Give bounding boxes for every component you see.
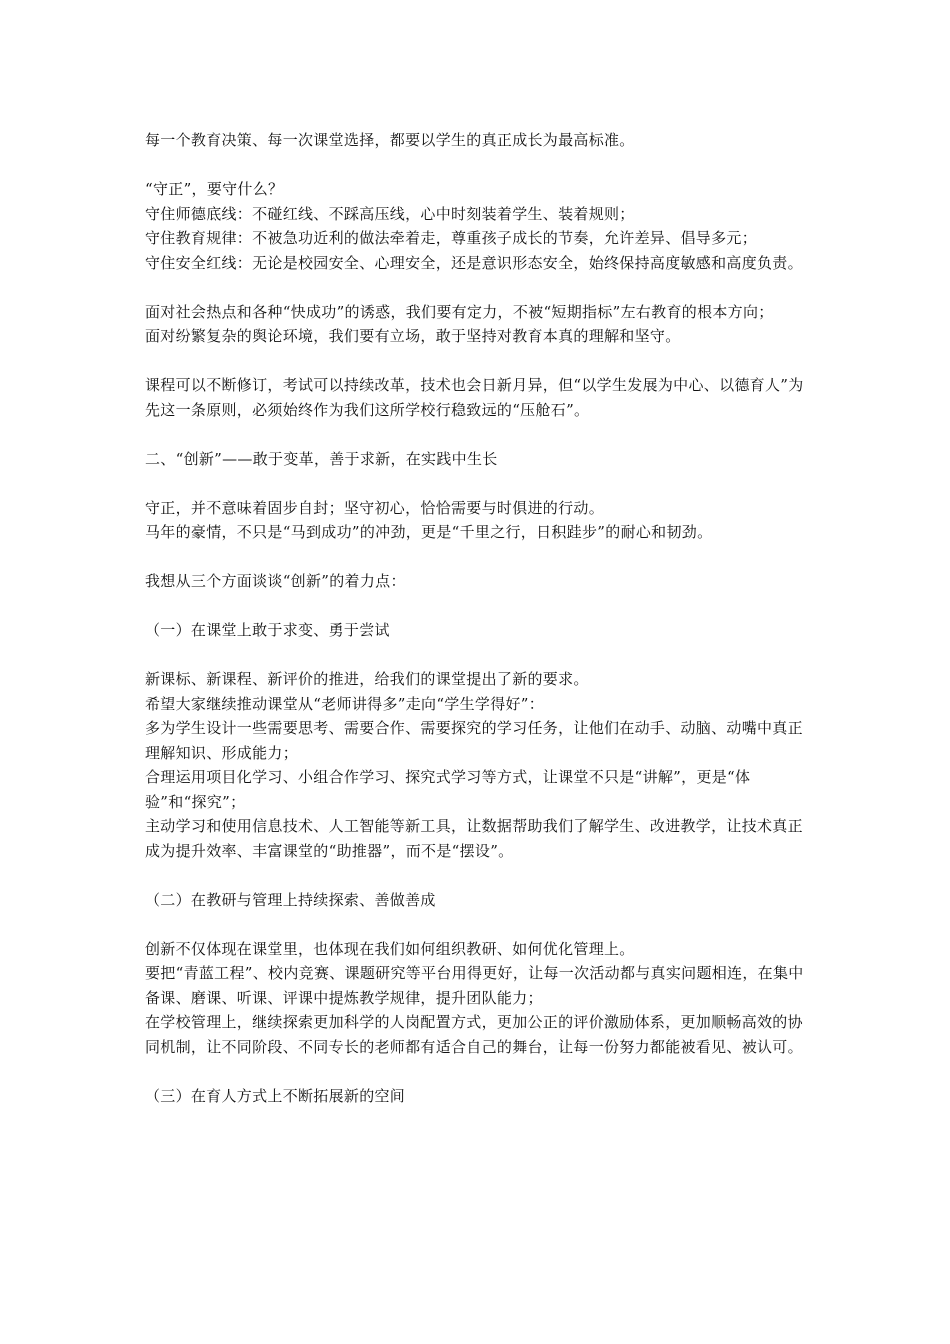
paragraph: 希望大家继续推动课堂从“老师讲得多”走向“学生学得好”：	[145, 694, 545, 713]
paragraph: 合理运用项目化学习、小组合作学习、探究式学习等方式，让课堂不只是“讲解”，更是“体验”和“探究”；	[145, 768, 751, 811]
paragraph-gap	[145, 349, 810, 374]
paragraph: 守住教育规律：不被急功近利的做法牵着走，尊重孩子成长的节奏，允许差异、倡导多元；	[145, 229, 758, 247]
subsection-heading: （二）在教研与管理上持续探索、善做善成	[145, 890, 436, 909]
paragraph-gap	[145, 643, 810, 668]
paragraph: 守正，并不意味着固步自封；坚守初心，恰恰需要与时俱进的行动。	[145, 498, 605, 517]
paragraph-gap	[145, 545, 810, 570]
paragraph-gap	[145, 594, 810, 619]
subsection-heading: （三）在育人方式上不断拓展新的空间	[145, 1086, 406, 1105]
paragraph-gap	[145, 153, 810, 178]
paragraph: 面对社会热点和各种“快成功”的诱惑，我们要有定力，不被“短期指标”左右教育的根本方向；	[145, 302, 774, 321]
paragraph-gap	[145, 471, 810, 496]
paragraph: 课程可以不断修订，考试可以持续改革，技术也会日新月异，但“以学生发展为中心、以德育人”为先这一条原则，必须始终作为我们这所学校行稳致远的“压舱石”。	[145, 376, 804, 419]
paragraph: 每一个教育决策、每一次课堂选择，都要以学生的真正成长为最高标准。	[145, 131, 635, 149]
section-heading: 二、“创新”——敢于变革，善于求新，在实践中生长	[145, 449, 498, 468]
paragraph: 在学校管理上，继续探索更加科学的人岗配置方式，更加公正的评价激励体系，更加顺畅高效的协同机制，让不同阶段、不同专长的老师都有适合自己的舞台，让每一份努力都能被看见、被认可。	[145, 1013, 803, 1056]
paragraph-gap	[145, 1059, 810, 1084]
paragraph: “守正”，要守什么？	[145, 180, 284, 198]
paragraph: 马年的豪情，不只是“马到成功”的冲劲，更是“千里之行，日积跬步”的耐心和韧劲。	[145, 523, 713, 541]
paragraph: 新课标、新课程、新评价的推进，给我们的课堂提出了新的要求。	[145, 670, 589, 688]
paragraph: 守住师德底线：不碰红线、不踩高压线，心中时刻装着学生、装着规则；	[145, 204, 635, 223]
paragraph: 要把“青蓝工程”、校内竞赛、课题研究等平台用得更好，让每一次活动都与真实问题相连，在集中备课、磨课、听课、评课中提炼教学规律，提升团队能力；	[145, 964, 804, 1007]
subsection-heading: （一）在课堂上敢于求变、勇于尝试	[145, 621, 390, 639]
paragraph-gap	[145, 422, 810, 447]
paragraph: 多为学生设计一些需要思考、需要合作、需要探究的学习任务，让他们在动手、动脑、动嘴中真正理解知识、形成能力；	[145, 719, 803, 762]
paragraph: 我想从三个方面谈谈“创新”的着力点：	[145, 572, 406, 590]
paragraph: 面对纷繁复杂的舆论环境，我们要有立场，敢于坚持对教育本真的理解和坚守。	[145, 327, 681, 345]
paragraph: 守住安全红线：无论是校园安全、心理安全，还是意识形态安全，始终保持高度敏感和高度负责。	[145, 253, 803, 272]
paragraph: 主动学习和使用信息技术、人工智能等新工具，让数据帮助我们了解学生、改进教学，让技术真正成为提升效率、丰富课堂的“助推器”，而不是“摆设”。	[145, 817, 803, 860]
paragraph-gap	[145, 912, 810, 937]
paragraph: 创新不仅体现在课堂里，也体现在我们如何组织教研、如何优化管理上。	[145, 939, 635, 958]
paragraph-gap	[145, 863, 810, 888]
paragraph-gap	[145, 275, 810, 300]
document-body	[145, 128, 810, 1108]
